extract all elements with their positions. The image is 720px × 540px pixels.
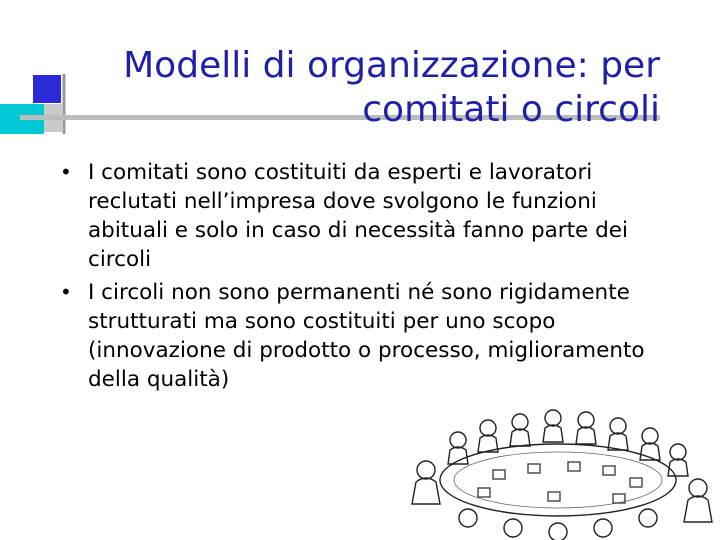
person-head: [512, 414, 528, 430]
slide-title-line-1: Modelli di organizzazione: per: [123, 45, 660, 86]
person-head: [545, 410, 561, 426]
paper-sheet: [630, 478, 642, 487]
bullet-icon: •: [60, 160, 72, 184]
person-body: [412, 478, 440, 504]
paper-sheet: [568, 462, 580, 471]
bullet-item: [58, 158, 668, 274]
bullet-icon: •: [60, 280, 72, 304]
person-body: [576, 427, 596, 444]
person-head: [594, 519, 612, 537]
paper-sheet: [603, 466, 615, 475]
person-body: [510, 429, 530, 446]
table-inner-ellipse: [454, 452, 662, 508]
paper-sheet: [493, 470, 505, 479]
person-body: [543, 425, 563, 442]
decoration-blue-square: [33, 75, 61, 103]
person-head: [480, 420, 496, 436]
person-head: [578, 412, 594, 428]
person-head: [459, 509, 477, 527]
person-body: [684, 496, 712, 522]
paper-sheet: [528, 464, 540, 473]
bullet-text: I comitati sono costituiti da esperti e lavoratori reclutati nell’impresa dove svolgono le funzioni abituali e solo in caso di necessità fanno parte dei circoli: [88, 160, 628, 272]
bullet-text: I circoli non sono permanenti né sono rigidamente strutturati ma sono costituiti per uno scopo (innovazione di prodotto o processo, miglioramento della qualità): [88, 280, 645, 392]
person-head: [639, 509, 657, 527]
person-body: [668, 459, 688, 476]
bullet-list: [58, 158, 668, 398]
bullet-item: [58, 278, 668, 394]
paper-sheet: [478, 488, 490, 497]
paper-sheet: [548, 492, 560, 501]
person-head: [417, 461, 435, 479]
slide-title: [90, 44, 660, 132]
person-head: [670, 444, 686, 460]
round-table-meeting-icon: [398, 400, 720, 540]
person-head: [689, 479, 707, 497]
person-head: [642, 428, 658, 444]
person-head: [504, 519, 522, 537]
person-head: [450, 432, 466, 448]
person-head: [549, 523, 567, 540]
person-head: [610, 418, 626, 434]
slide-title-line-2: comitati o circoli: [362, 89, 660, 130]
